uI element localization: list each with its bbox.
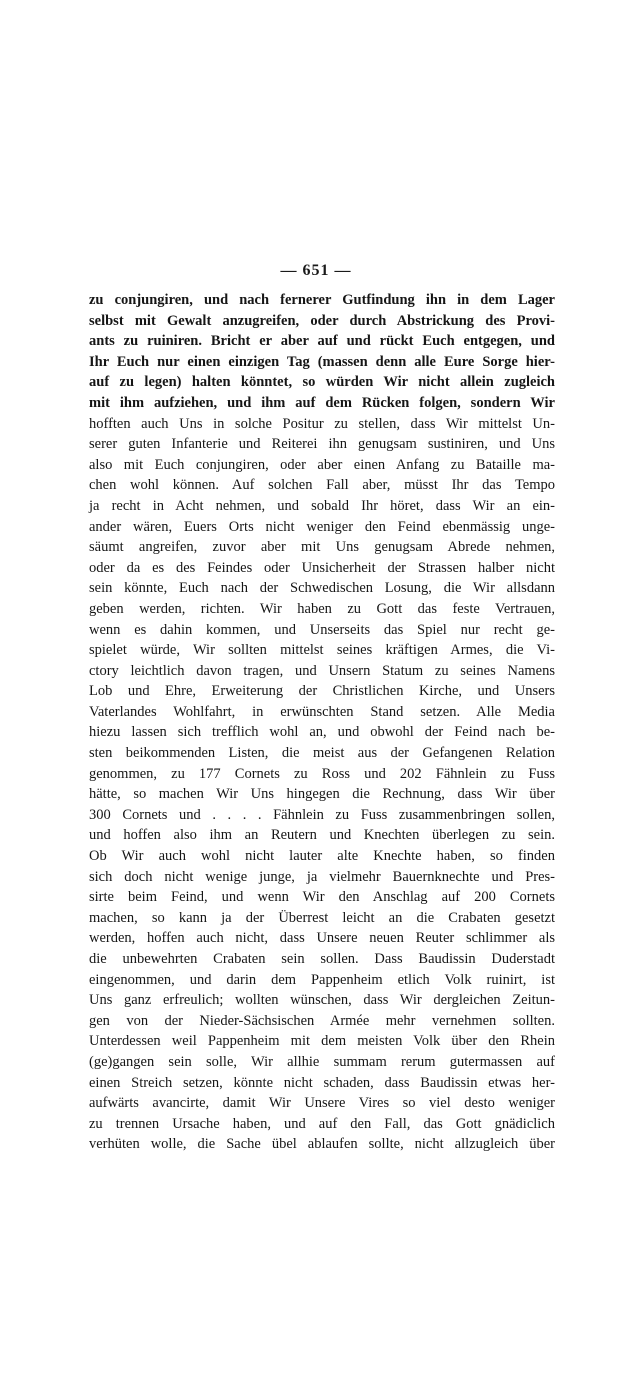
text-line: werden, hoffen auch nicht, dass Unsere neuen Reuter schlimmer als — [89, 930, 555, 947]
text-line: (ge)gangen sein solle, Wir allhie summam rerum gutermassen auf — [89, 1053, 555, 1070]
text-line: hiezu lassen sich trefflich wohl an, und obwohl der Feind nach be- — [89, 724, 555, 741]
text-line: machen, so kann ja der Überrest leicht an die Crabaten gesetzt — [89, 909, 555, 926]
text-line: Ihr Euch nur einen einzigen Tag (massen denn alle Eure Sorge hier- — [89, 353, 555, 370]
text-line: chen wohl können. Auf solchen Fall aber, müsst Ihr das Tempo — [89, 477, 555, 494]
text-line: ander wären, Euers Orts nicht weniger den Feind ebenmässig unge- — [89, 518, 555, 535]
text-line: hätte, so machen Wir Uns hingegen die Rechnung, dass Wir über — [89, 786, 555, 803]
text-line: die unbewehrten Crabaten sein sollen. Dass Baudissin Duderstadt — [89, 951, 555, 967]
text-line: 300 Cornets und . . . . Fähnlein zu Fuss zusammenbringen sollen, — [89, 806, 555, 823]
text-line: mit ihm aufziehen, und ihm auf dem Rücken folgen, sondern Wir — [89, 394, 555, 411]
text-line: Ob Wir auch wohl nicht lauter alte Knechte haben, so finden — [89, 848, 555, 865]
text-line: Lob und Ehre, Erweiterung der Christlichen Kirche, und Unsers — [89, 683, 555, 700]
page-number: — 651 — — [280, 262, 352, 279]
text-line: selbst mit Gewalt anzugreifen, oder durch Abstrickung des Provi- — [89, 312, 555, 329]
text-line: ctory leichtlich davon tragen, und Unsern Statum zu seines Namens — [89, 662, 555, 679]
text-line: ants zu ruiniren. Bricht er aber auf und rückt Euch entgegen, und — [89, 333, 555, 350]
text-line: also mit Euch conjungiren, oder aber einen Anfang zu Bataille ma- — [89, 456, 555, 473]
text-line: und hoffen also ihm an Reutern und Knechten überlegen zu sein. — [89, 827, 555, 844]
text-line: einen Streich setzen, könnte nicht schaden, dass Baudissin etwas her- — [89, 1074, 555, 1091]
text-line: säumt angreifen, zuvor aber mit Uns genugsam Abrede nehmen, — [89, 539, 555, 556]
text-line: sein könnte, Euch nach der Schwedischen Losung, die Wir allsdann — [89, 580, 555, 597]
text-line: auf zu legen) halten könntet, so würden Wir nicht allein zugleich — [89, 374, 555, 391]
text-line: genommen, zu 177 Cornets zu Ross und 202 Fähnlein zu Fuss — [89, 765, 555, 782]
text-line: spielet würde, Wir sollten mittelst seines kräftigen Armes, die Vi- — [89, 642, 555, 659]
text-line: aufwärts avancirte, damit Wir Unsere Vires so viel desto weniger — [89, 1095, 555, 1112]
text-line: Uns ganz erfreulich; wollten wünschen, dass Wir dergleichen Zeitun- — [89, 992, 555, 1009]
text-line: zu trennen Ursache haben, und auf den Fall, das Gott gnädiclich — [89, 1115, 555, 1132]
text-line: oder da es des Feindes oder Unsicherheit der Strassen halber nicht — [89, 559, 555, 576]
text-line: serer guten Infanterie und Reiterei ihn genugsam sustiniren, und Uns — [89, 436, 555, 453]
body-text — [89, 290, 555, 1155]
text-line: ja recht in Acht nehmen, und sobald Ihr höret, dass Wir an ein- — [89, 497, 555, 514]
text-line: zu conjungiren, und nach fernerer Gutfindung ihn in dem Lager — [89, 292, 555, 308]
text-line: sirte beim Feind, und wenn Wir den Anschlag auf 200 Cornets — [89, 889, 555, 906]
text-line: geben werden, richten. Wir haben zu Gott das feste Vertrauen, — [89, 600, 555, 617]
text-line: Vaterlandes Wohlfahrt, in erwünschten Stand setzen. Alle Media — [89, 703, 555, 720]
text-line: sten beikommenden Listen, die meist aus der Gefangenen Relation — [89, 745, 555, 762]
text-line: hofften auch Uns in solche Positur zu stellen, dass Wir mittelst Un- — [89, 415, 555, 432]
text-line: eingenommen, und darin dem Pappenheim etlich Volk ruinirt, ist — [89, 971, 555, 988]
text-line: wenn es dahin kommen, und Unserseits das Spiel nur recht ge- — [89, 621, 555, 638]
text-line: verhüten wolle, die Sache übel ablaufen sollte, nicht allzugleich über — [89, 1136, 555, 1153]
text-line: Unterdessen weil Pappenheim mit dem meisten Volk über den Rhein — [89, 1033, 555, 1050]
text-line: gen von der Nieder-Sächsischen Armée mehr vernehmen sollten. — [89, 1012, 555, 1029]
text-line: sich doch nicht wenige junge, ja vielmehr Bauernknechte und Pres- — [89, 868, 555, 885]
